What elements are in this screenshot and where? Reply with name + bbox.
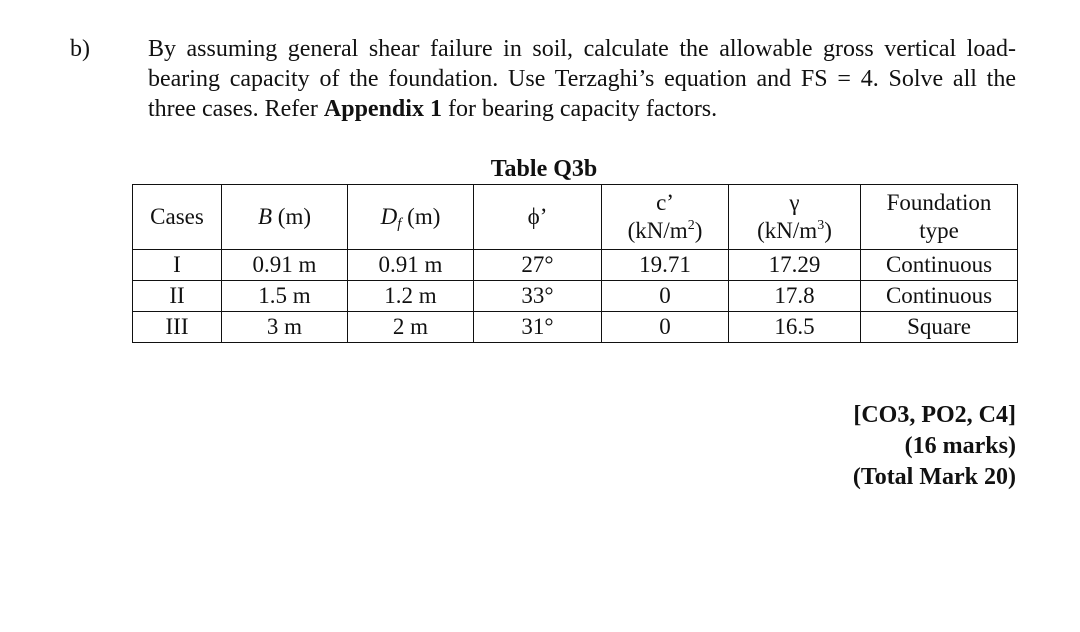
cell-case: III (133, 312, 222, 343)
header-unit-weight-unit-close: ) (824, 218, 832, 243)
cell-friction-angle: 33° (474, 281, 602, 312)
header-foundation-type (861, 185, 1018, 250)
cell-foundation-type: Square (861, 312, 1018, 343)
appendix-reference: Appendix 1 (323, 96, 442, 122)
header-foundation-line1: Foundation (886, 190, 992, 215)
header-width (222, 185, 348, 250)
table-row (133, 312, 1018, 343)
header-width-unit: (m) (272, 204, 312, 229)
header-unit-weight (729, 185, 861, 250)
course-outcomes: [CO3, PO2, C4] (853, 402, 1016, 428)
header-unit-weight-symbol: γ (789, 190, 800, 215)
header-cases: Cases (133, 185, 222, 250)
header-friction-angle: ϕ’ (474, 185, 602, 250)
cell-width: 0.91 m (222, 250, 348, 281)
cell-depth: 2 m (348, 312, 474, 343)
cell-case: II (133, 281, 222, 312)
header-cohesion-unit-exp: 2 (687, 218, 695, 233)
table-caption: Table Q3b (490, 156, 598, 182)
header-cohesion (602, 185, 729, 250)
cell-foundation-type: Continuous (861, 250, 1018, 281)
header-unit-weight-unit-exp: 3 (817, 218, 825, 233)
total-marks: (Total Mark 20) (852, 464, 1016, 490)
cell-cohesion: 0 (602, 312, 729, 343)
header-cohesion-symbol: c’ (656, 190, 674, 215)
header-depth-unit: (m) (401, 204, 441, 229)
cell-width: 3 m (222, 312, 348, 343)
header-cohesion-unit-base: (kN/m (627, 218, 688, 243)
header-depth-subscript: f (397, 216, 402, 232)
header-depth-symbol: D (380, 204, 398, 229)
header-cohesion-unit-close: ) (694, 218, 703, 243)
cell-depth: 1.2 m (348, 281, 474, 312)
soil-parameters-table (132, 184, 1018, 343)
question-text (148, 34, 1016, 124)
marks-block (853, 400, 1016, 493)
cell-unit-weight: 16.5 (729, 312, 861, 343)
cell-cohesion: 19.71 (602, 250, 729, 281)
header-foundation-line2: type (919, 218, 959, 243)
cell-friction-angle: 27° (474, 250, 602, 281)
table-header-row (133, 185, 1018, 250)
cell-friction-angle: 31° (474, 312, 602, 343)
header-unit-weight-unit-base: (kN/m (757, 218, 818, 243)
cell-foundation-type: Continuous (861, 281, 1018, 312)
question-label: b) (70, 36, 90, 62)
cell-unit-weight: 17.8 (729, 281, 861, 312)
header-depth (348, 185, 474, 250)
cell-unit-weight: 17.29 (729, 250, 861, 281)
question-marks: (16 marks) (904, 433, 1016, 459)
table-row (133, 281, 1018, 312)
cell-width: 1.5 m (222, 281, 348, 312)
question-text-part1: By assuming general shear failure in soil, calculate the allowable gross vertical load-bearing capacity of the foundation. Use Terzaghi’s equation and FS = 4. Solve all the three cases. Refer (148, 36, 1016, 122)
header-width-symbol: B (257, 204, 273, 229)
table-row (133, 250, 1018, 281)
cell-depth: 0.91 m (348, 250, 474, 281)
cell-case: I (133, 250, 222, 281)
cell-cohesion: 0 (602, 281, 729, 312)
question-text-part2: for bearing capacity factors. (441, 96, 718, 122)
